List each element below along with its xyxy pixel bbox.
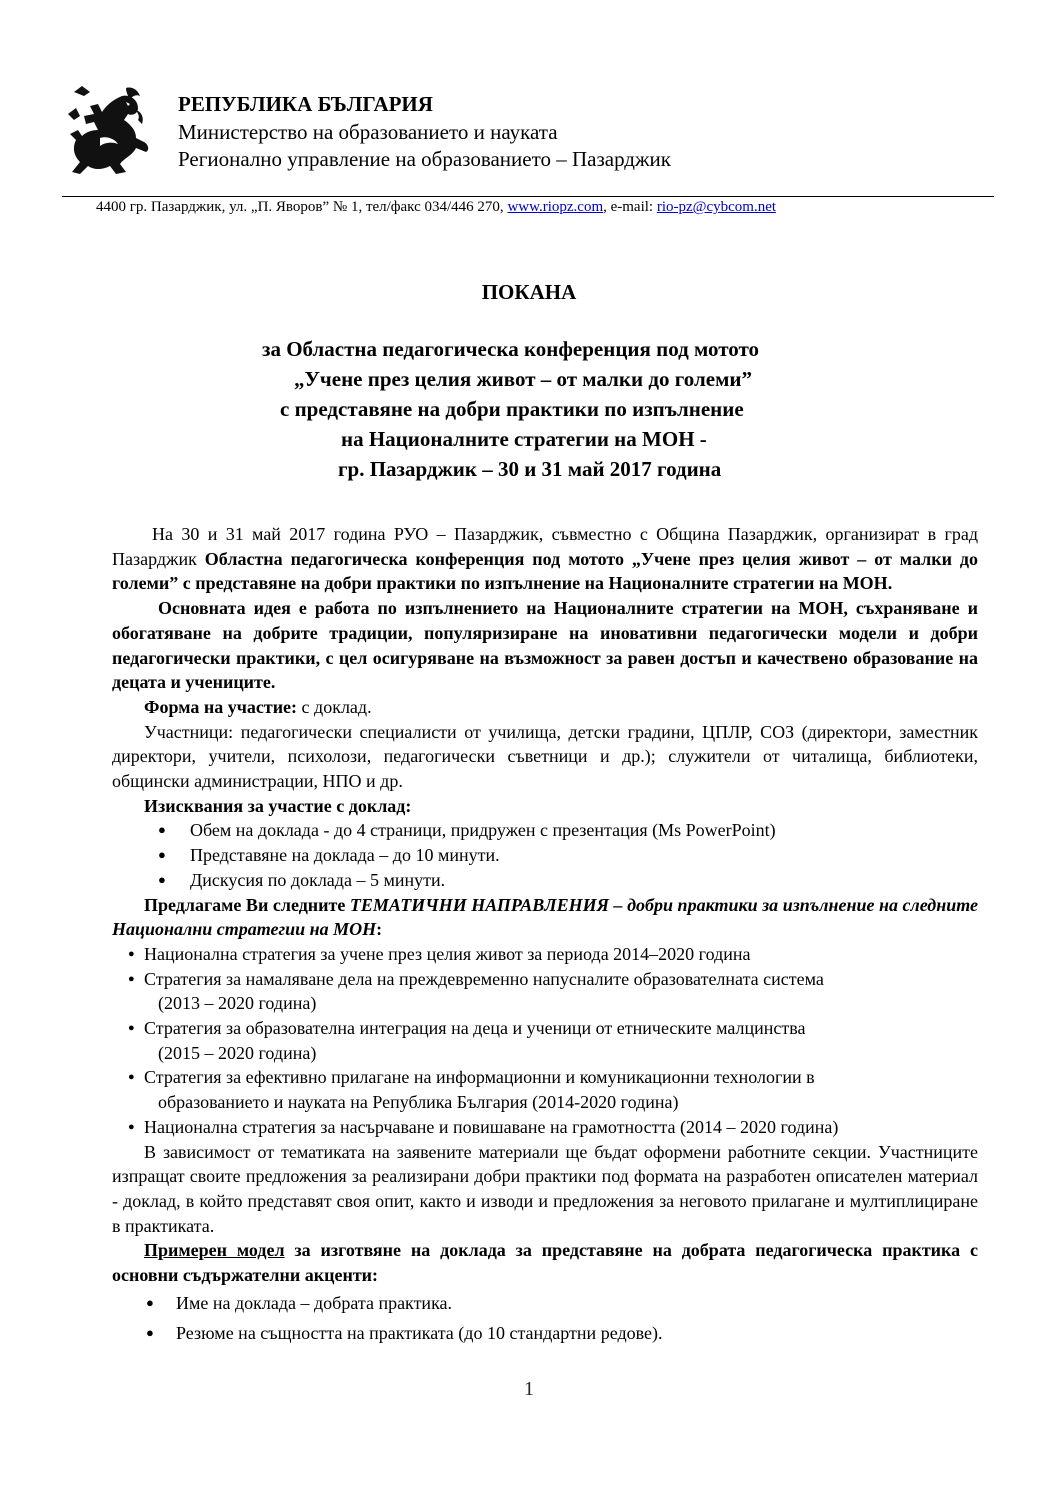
page-number: 1 xyxy=(524,1378,534,1400)
document-body xyxy=(112,522,978,1348)
list-item: ● Обем на доклада - до 4 страници, придружен с презентация (Ms PowerPoint) xyxy=(112,818,978,843)
regional-office-name: Регионално управление на образованието – Пазарджик xyxy=(178,147,671,171)
organization-name: РЕПУБЛИКА БЪЛГАРИЯ xyxy=(178,92,433,116)
header-divider xyxy=(62,196,994,197)
themes-lead: Предлагаме Ви следните xyxy=(144,894,350,915)
intro-paragraph xyxy=(112,522,978,596)
requirements-list xyxy=(112,818,978,892)
subtitle-line: „Учене през целия живот – от малки до големи” xyxy=(294,367,752,391)
intro-bold: Областна педагогическа конференция под мотото „Учене през целия живот – от малки до големи” с представяне на добри практики по изпълнение на Националните стратегии на МОН. xyxy=(112,548,979,594)
document-title: ПОКАНА xyxy=(481,280,577,304)
subtitle-line: на Националните стратегии на МОН - xyxy=(341,427,707,451)
list-item xyxy=(112,942,978,967)
email-link[interactable]: rio-pz@cybcom.net xyxy=(656,199,777,215)
contact-line xyxy=(96,199,776,216)
model-underlined: Примерен модел xyxy=(144,1240,285,1261)
themes-emphasis: ТЕМАТИЧНИ НАПРАВЛЕНИЯ – добри практики за изпълнение на следните Национални стратегии на МОН xyxy=(112,894,978,940)
sections-paragraph: В зависимост от тематиката на заявените материали ще бъдат оформени работните секции. Участниците изпращат своите предложения за реализирани добри практики под формата на разработен описателен материал - доклад, в който представят своя опит, както и изводи и предложения за неговото прилагане и мултиплициране в практиката. xyxy=(112,1141,978,1236)
ministry-name: Министерство на образованието и науката xyxy=(178,120,558,144)
list-item: ● Дискусия по доклада – 5 минути. xyxy=(112,868,978,893)
list-item: ● Резюме на същността на практиката (до 10 стандартни редове). xyxy=(112,1318,978,1348)
theme-period: образованието и науката на Република България (2014-2020 година) xyxy=(158,1092,679,1113)
themes-list xyxy=(112,942,978,1140)
form-value: с доклад. xyxy=(297,696,372,717)
list-item xyxy=(112,1016,978,1065)
contact-address: 4400 гр. Пазарджик, ул. „П. Яворов” № 1, тел/факс 034/446 270, xyxy=(96,199,508,215)
document-subtitle xyxy=(250,334,759,484)
list-item xyxy=(112,967,978,1016)
list-item xyxy=(112,1115,978,1140)
model-paragraph xyxy=(112,1238,978,1287)
subtitle-line: с представяне на добри практики по изпълнение xyxy=(280,397,744,421)
theme-text: Национална стратегия за насърчаване и повишаване на грамотността (2014 – 2020 година) xyxy=(144,1116,839,1137)
themes-colon: : xyxy=(376,919,383,940)
theme-period: (2013 – 2020 година) xyxy=(158,993,317,1014)
subtitle-line: гр. Пазарджик – 30 и 31 май 2017 година xyxy=(338,457,722,481)
participants-paragraph: Участници: педагогически специалисти от училища, детски градини, ЦПЛР, СОЗ (директори, заместник директори, учители, психолози, педагогически съветници и др.); служители от читалища, библиотеки, общински администрации, НПО и др. xyxy=(112,721,978,792)
form-label: Форма на участие: xyxy=(144,696,298,717)
theme-text: Стратегия за ефективно прилагане на информационни и комуникационни технологии в xyxy=(144,1067,815,1088)
idea-paragraph: Основната идея е работа по изпълнението на Националните стратегии на МОН, съхраняване и обогатяване на добрите традиции, популяризиране на иновативни педагогически модели и добри педагогически практики, с цел осигуряване на възможност за равен достъп и качествено образование на децата и учениците. xyxy=(112,598,978,693)
form-paragraph xyxy=(112,695,978,720)
theme-text: Национална стратегия за учене през целия живот за периода 2014–2020 година xyxy=(144,943,751,964)
requirements-heading: Изисквания за участие с доклад: xyxy=(144,795,412,816)
themes-paragraph xyxy=(112,893,978,942)
website-link[interactable]: www.riopz.com xyxy=(507,199,604,215)
coat-of-arms-logo xyxy=(66,86,152,178)
email-label: , e-mail: xyxy=(603,199,657,215)
list-item: ● Име на доклада – добрата практика. xyxy=(112,1288,978,1318)
theme-period: (2015 – 2020 година) xyxy=(158,1042,317,1063)
model-list xyxy=(112,1288,978,1348)
theme-text: Стратегия за намаляване дела на преждевременно напусналите образователната система xyxy=(144,968,824,989)
theme-text: Стратегия за образователна интеграция на деца и ученици от етническите малцинства xyxy=(144,1018,806,1039)
list-item xyxy=(112,1065,978,1114)
model-rest: за изготвяне на доклада за представяне на добрата педагогическа практика с основни съдържателни акценти: xyxy=(112,1240,978,1286)
subtitle-line: за Областна педагогическа конференция под мотото xyxy=(262,337,760,361)
intro-lead: На 30 и 31 май 2017 година РУО – Пазарджик, съвместно с Община Пазарджик, организират в град Пазарджик xyxy=(112,524,978,569)
list-item: ● Представяне на доклада – до 10 минути. xyxy=(112,843,978,868)
